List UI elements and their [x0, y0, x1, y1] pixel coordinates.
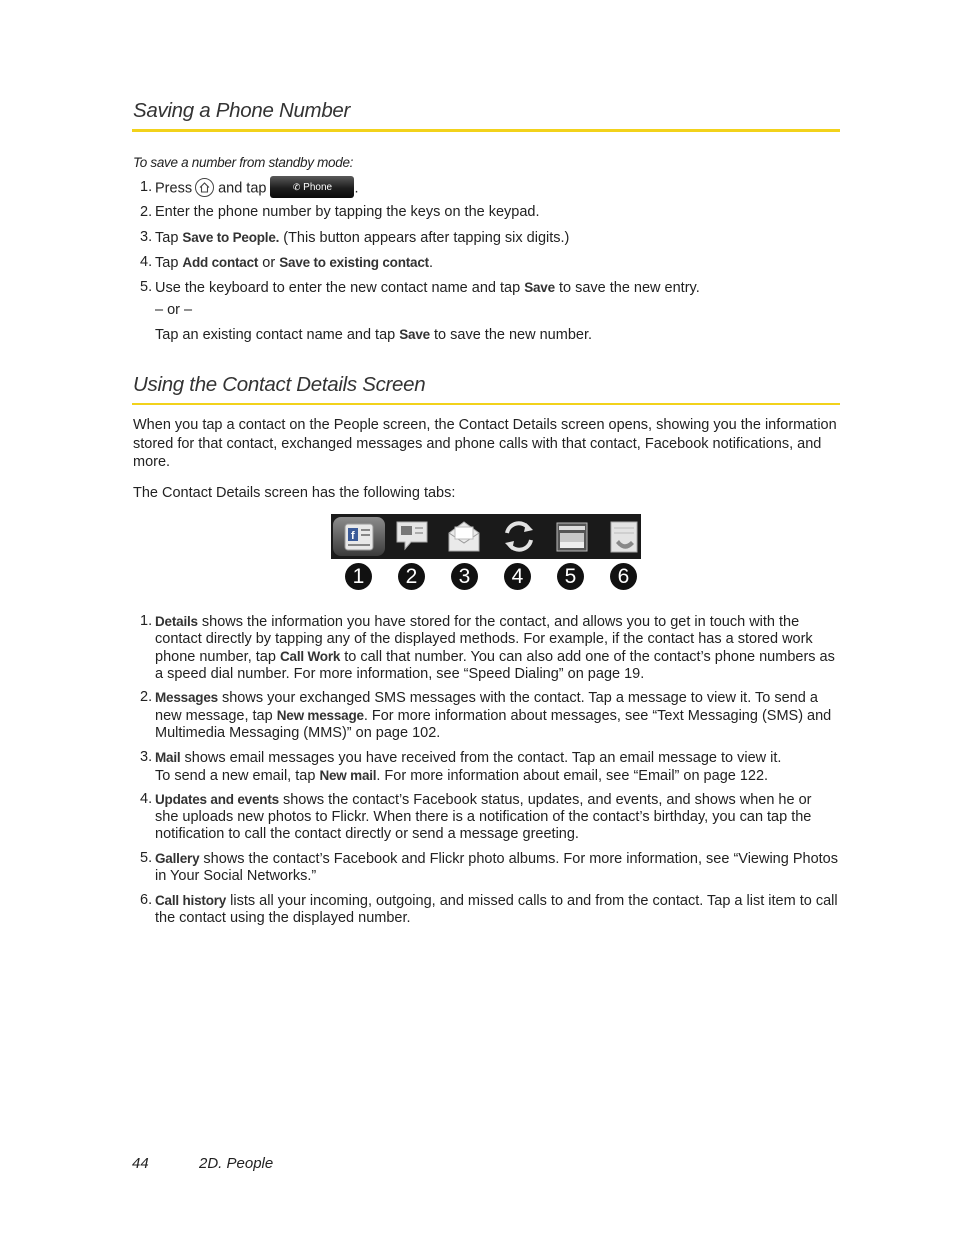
svg-text:f: f — [351, 530, 355, 542]
step-text: (This button appears after tapping six digits.) — [283, 230, 570, 246]
step-number: 2. — [140, 204, 153, 220]
updates-icon — [496, 517, 542, 556]
intro-paragraph: When you tap a contact on the People screen, the Contact Details screen opens, showing you the information stored for that contact, exchanged messages and phone calls with that contact, Facebook notifications, and more. — [133, 417, 837, 470]
step-text: . — [354, 180, 359, 197]
step-text: to save the new entry. — [558, 280, 700, 296]
ui-term: Updates and events — [155, 792, 279, 807]
step-text: Tap — [155, 255, 179, 271]
step-text: Press — [155, 180, 193, 197]
step-number: 3. — [140, 229, 153, 245]
item-text: to call that number. You can also add one of the contact’s phone numbers as a speed dial number. For more information, see “Speed Dialing” on page 19. — [155, 649, 835, 682]
mail-icon — [441, 517, 487, 556]
details-icon — [333, 517, 385, 556]
title-rule — [132, 403, 840, 405]
item-text: shows email messages you have received from the contact. Tap an email message to view it. — [184, 750, 782, 766]
details-tab — [333, 517, 385, 556]
step-text: Enter the phone number by tapping the keys on the keypad. — [155, 204, 540, 220]
call-history-icon — [601, 517, 647, 556]
step-number: 5. — [140, 279, 153, 295]
item-text: shows the information you have stored for the contact, and allows you to get in touch with the contact directly by tapping any of the displayed methods. For example, if the contact has a stored work phone number, tap — [155, 614, 813, 665]
ui-term: Save to existing contact — [279, 255, 429, 270]
item-number: 2. — [140, 689, 153, 705]
ui-term: Call Work — [279, 649, 341, 664]
ui-term: Gallery — [155, 851, 200, 866]
callout-2: 2 — [398, 563, 425, 590]
contact-details-tab-bar — [331, 514, 641, 559]
ui-term: Mail — [155, 750, 181, 765]
ui-term: Save — [524, 280, 555, 295]
step-text: Use the keyboard to enter the new contact name and tap — [155, 280, 521, 296]
page-number: 44 — [132, 1155, 149, 1172]
tabs-intro: The Contact Details screen has the following tabs: — [133, 485, 456, 501]
updates-tab — [496, 517, 542, 556]
callout-6: 6 — [610, 563, 637, 590]
section-title-contact-details: Using the Contact Details Screen — [133, 373, 426, 396]
step-text: to save the new number. — [434, 327, 593, 343]
item-text: . For more information about email, see “Email” on page 122. — [376, 768, 769, 784]
item-number: 5. — [140, 850, 153, 866]
step-text: Tap an existing contact name and tap — [155, 327, 396, 343]
title-rule — [132, 129, 840, 132]
ui-term: New message — [276, 708, 364, 723]
step-text: or — [262, 255, 276, 271]
callout-4: 4 — [504, 563, 531, 590]
ui-term: Details — [155, 614, 198, 629]
messages-icon — [389, 517, 435, 556]
section-title-saving: Saving a Phone Number — [133, 99, 351, 122]
gallery-icon — [549, 517, 595, 556]
mail-tab — [441, 517, 487, 556]
messages-tab — [389, 517, 435, 556]
item-text: shows your exchanged SMS messages with the contact. Tap a message to view it. To send a new message, tap — [155, 690, 818, 724]
ui-term: Messages — [155, 690, 218, 705]
item-number: 6. — [140, 892, 153, 908]
gallery-tab — [549, 517, 595, 556]
ui-term: Save to People. — [182, 230, 280, 245]
callout-5: 5 — [557, 563, 584, 590]
or-text: – or – — [155, 302, 193, 318]
step-text: Tap — [155, 230, 179, 246]
step-number: 4. — [140, 254, 153, 270]
procedure-heading: To save a number from standby mode: — [133, 155, 354, 170]
phone-button-label: Phone — [303, 182, 333, 193]
callout-3: 3 — [451, 563, 478, 590]
phone-button — [270, 176, 354, 198]
ui-term: Save — [399, 327, 430, 342]
item-number: 3. — [140, 749, 153, 765]
ui-term: Call history — [155, 893, 227, 908]
item-text: . For more information about messages, see “Text Messaging (SMS) and Multimedia Messaging (MMS)” on page 102. — [155, 708, 832, 741]
step-text: . — [428, 255, 433, 271]
call-history-tab — [601, 517, 647, 556]
ui-term: Add contact — [182, 255, 259, 270]
step-text: and tap — [218, 180, 267, 197]
home-key-icon — [195, 178, 214, 197]
item-number: 1. — [140, 613, 153, 629]
step-number: 1. — [140, 179, 153, 195]
item-text: shows the contact’s Facebook status, updates, and events, and shows when he or she uploads new photos to Flickr. When there is a notification of the contact’s birthday, you can tap the notification to call the contact directly or send a message greeting. — [155, 792, 812, 842]
phone-icon: ✆ — [292, 182, 301, 192]
item-text: lists all your incoming, outgoing, and missed calls to and from the contact. Tap a list item to call the contact using the displayed number. — [155, 893, 838, 926]
ui-term: New mail — [319, 768, 377, 783]
callout-1: 1 — [345, 563, 372, 590]
chapter-name: 2D. People — [199, 1155, 274, 1172]
item-text: shows the contact’s Facebook and Flickr photo albums. For more information, see “Viewing Photos in Your Social Networks.” — [155, 851, 838, 884]
item-number: 4. — [140, 791, 153, 807]
item-text: To send a new email, tap — [155, 768, 316, 784]
